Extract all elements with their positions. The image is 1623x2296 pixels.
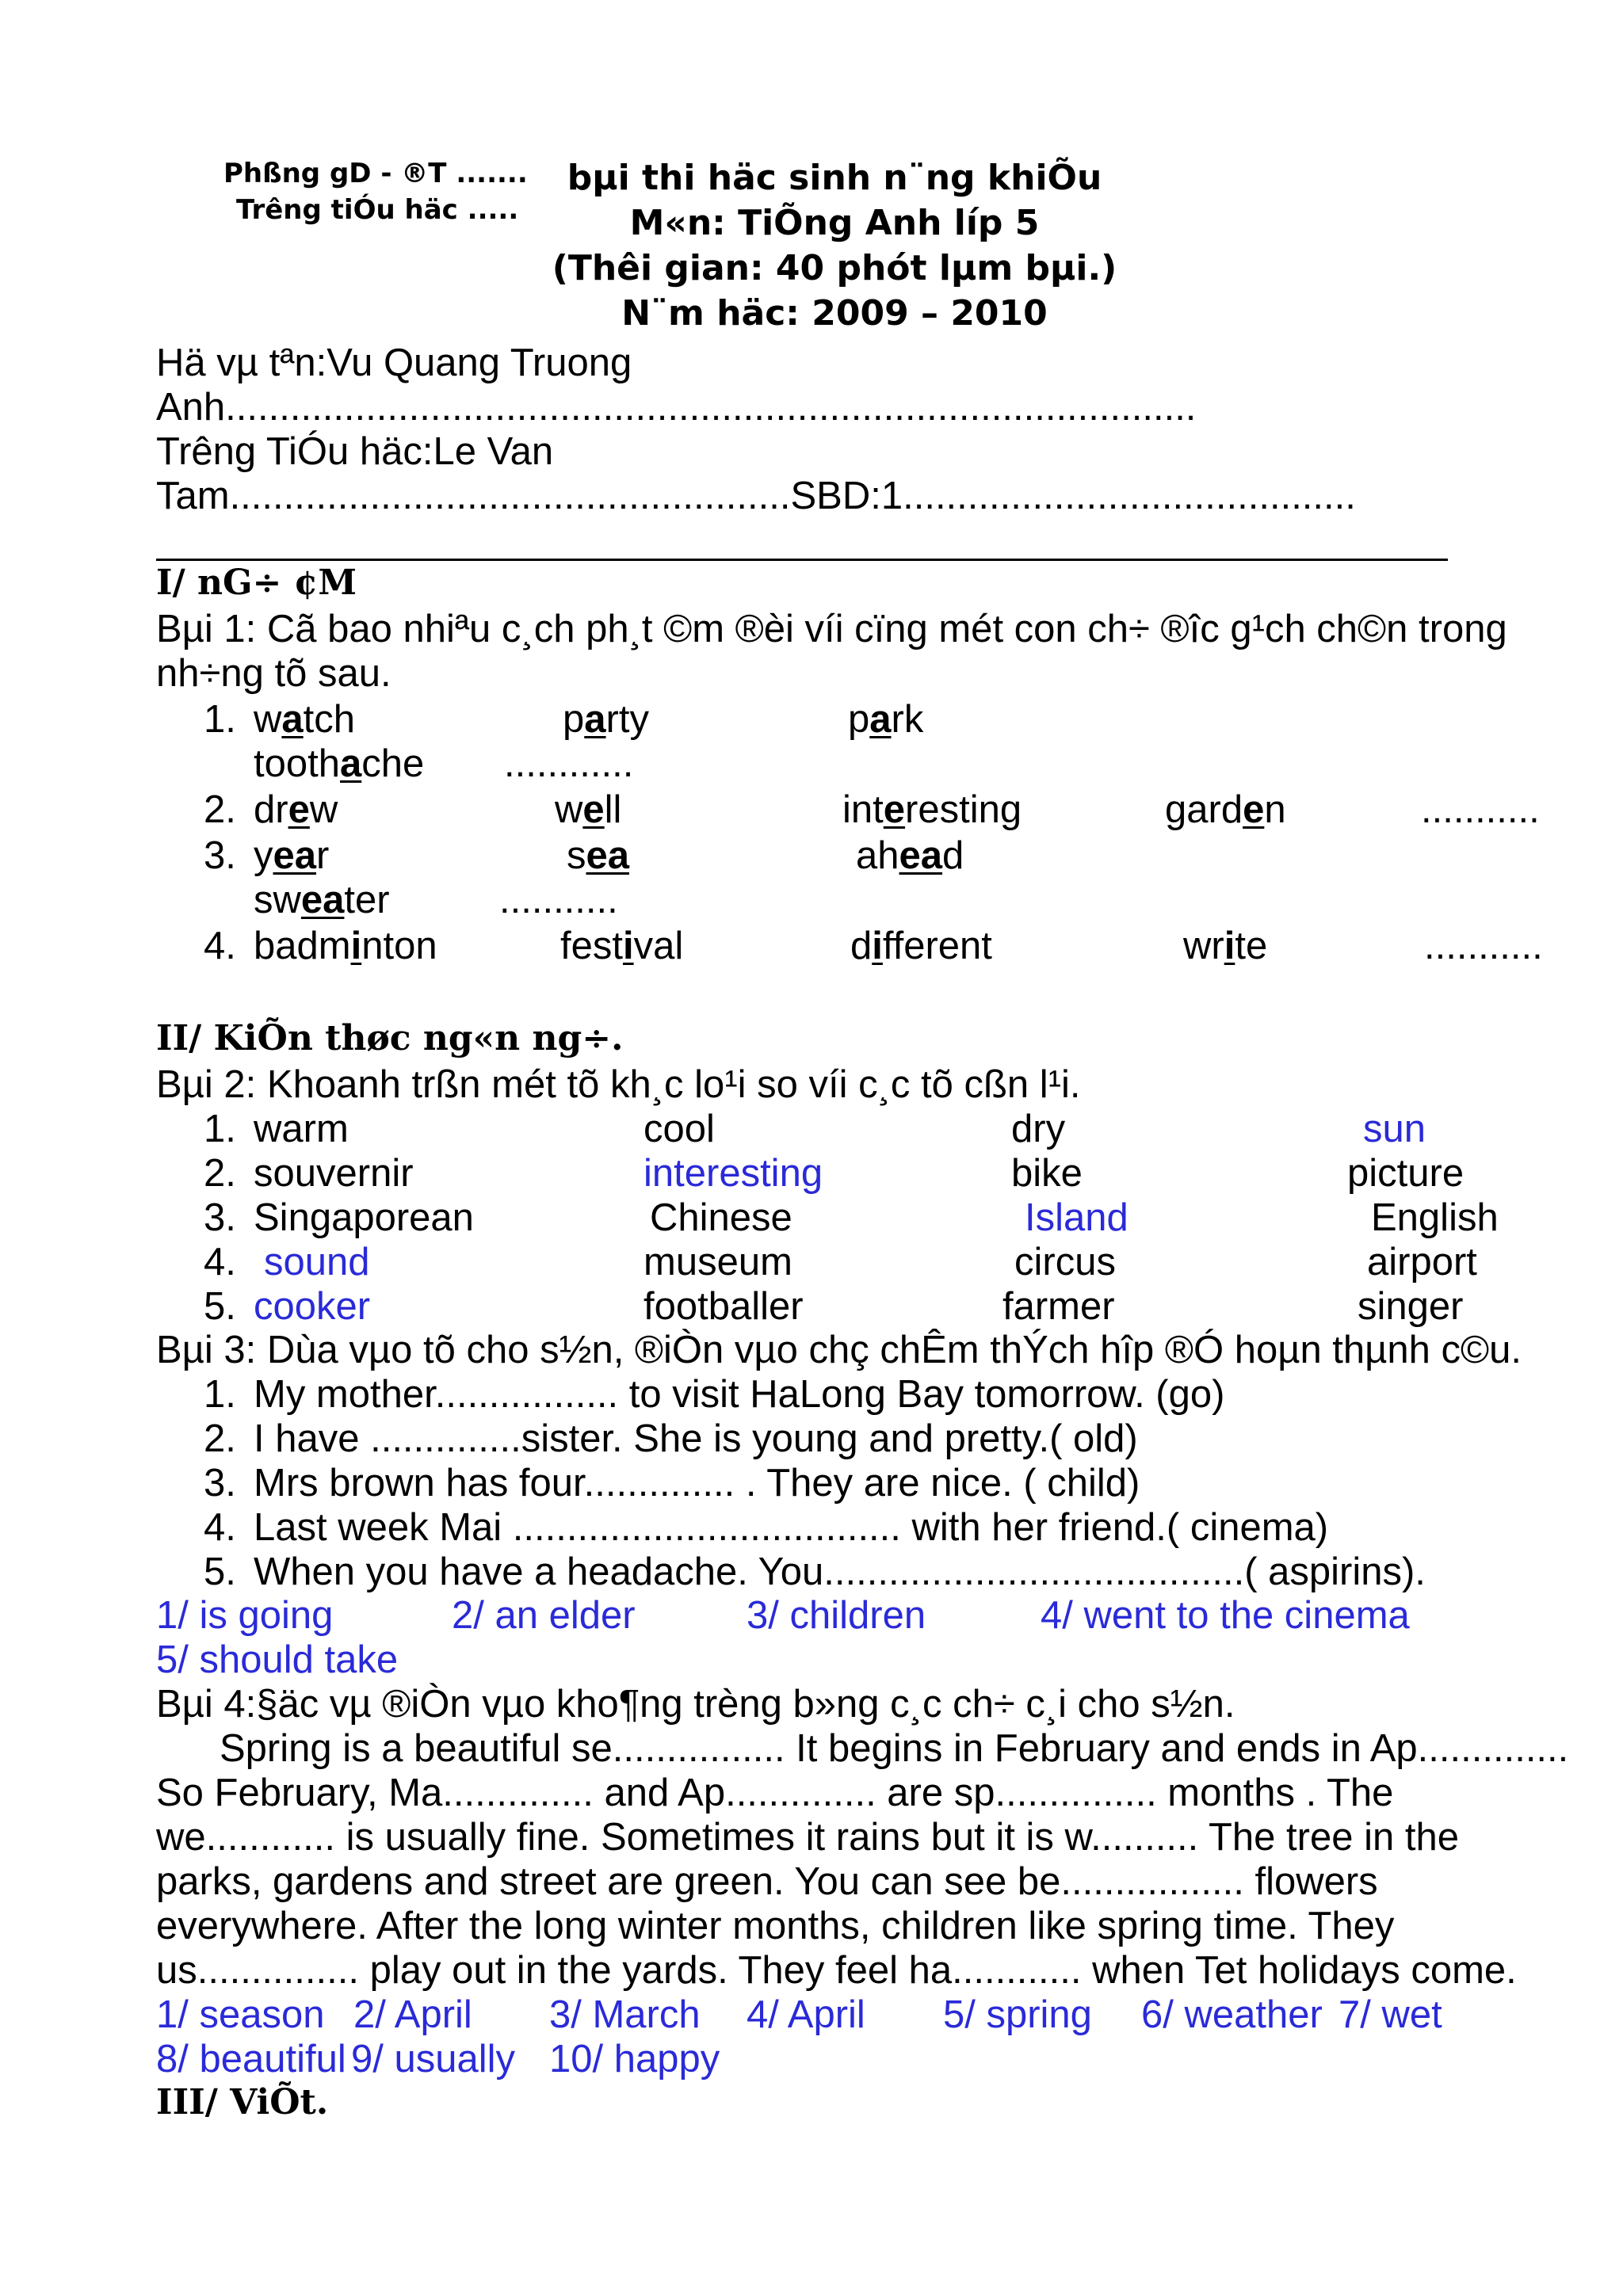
exercise-2-item-number: 4. <box>204 1241 236 1283</box>
underlined-letters: e <box>1243 788 1265 831</box>
underlined-letters: ea <box>899 834 943 877</box>
word-part: rty <box>605 698 649 741</box>
exercise-1-item-number: 1. <box>204 698 236 741</box>
passage-line-2: So February, Ma.............. and Ap.............. are sp............... months . The <box>156 1772 1394 1814</box>
exercise-1-word <box>254 878 390 922</box>
word-part: te <box>1235 925 1268 967</box>
exercise-1-word <box>254 742 424 786</box>
exercise-2-answer-word: sun <box>1363 1108 1426 1150</box>
subject-title: M«n: TiÕng Anh líp 5 <box>629 203 1040 243</box>
exercise-3-item-number: 3. <box>204 1462 236 1505</box>
word-part: rk <box>891 698 924 741</box>
word-part: ter <box>344 879 390 921</box>
exercise-2-answer-word: sound <box>264 1241 370 1283</box>
exercise-2-word: circus <box>1014 1241 1116 1283</box>
word-part: y <box>254 834 273 877</box>
exercise-3-answer-3: 3/ children <box>747 1594 926 1637</box>
exercise-2-word: dry <box>1011 1108 1066 1150</box>
exercise-2-word: farmer <box>1002 1285 1115 1328</box>
exercise-3-answer-4: 4/ went to the cinema <box>1041 1594 1410 1637</box>
word-part: gard <box>1165 788 1243 831</box>
exercise-1-word <box>1165 788 1286 832</box>
exercise-2-item-number: 1. <box>204 1108 236 1150</box>
section-2-title: II/ KiÕn thøc ng«n ng÷. <box>156 1018 624 1058</box>
exercise-3-answer-5: 5/ should take <box>156 1638 399 1681</box>
exercise-1-answer-blank: ........... <box>1424 925 1543 967</box>
underlined-letters: a <box>869 698 892 741</box>
exercise-1-word <box>254 924 437 968</box>
exercise-2-item-number: 5. <box>204 1285 236 1328</box>
word-part: nton <box>361 925 437 967</box>
exercise-1-word <box>254 697 355 742</box>
exercise-4-answer: 5/ spring <box>943 1993 1092 2036</box>
passage-line-6: us............... play out in the yards. They feel ha............ when Tet holidays come. <box>156 1949 1517 1992</box>
word-part: val <box>633 925 684 967</box>
exercise-3-answer-1: 1/ is going <box>156 1594 334 1637</box>
word-part: p <box>563 698 585 741</box>
underlined-letters: ea <box>273 834 317 877</box>
exercise-2-answer-word: Island <box>1025 1196 1128 1239</box>
exercise-3-sentence: I have ..............sister. She is young and pretty.( old) <box>254 1417 1138 1460</box>
word-part: w <box>309 788 338 831</box>
word-part: int <box>842 788 884 831</box>
word-part: sw <box>254 879 301 921</box>
exercise-4-answer: 2/ April <box>353 1993 472 2036</box>
exercise-1-word <box>563 697 649 742</box>
word-part: badm <box>254 925 351 967</box>
exercise-1-word <box>254 833 329 878</box>
exercise-2-word: cool <box>643 1108 715 1150</box>
exercise-2-word: picture <box>1347 1152 1465 1195</box>
section-1-title: I/ nG÷ ¢M <box>156 563 357 603</box>
word-part: w <box>555 788 583 831</box>
exercise-1-intro: Bµi 1: Cã bao nhiªu c¸ch ph¸t ©m ®èi víi cïng mét con ch÷ ®îc g¹ch ch©n trong <box>156 608 1507 650</box>
exercise-3-item-number: 2. <box>204 1417 236 1460</box>
exercise-3-sentence: Mrs brown has four.............. . They are nice. ( child) <box>254 1462 1140 1505</box>
exercise-4-answer: 9/ usually <box>351 2038 516 2081</box>
underlined-letters: ea <box>300 879 345 921</box>
exercise-4-answer: 4/ April <box>747 1993 865 2036</box>
student-name-line: Hä vµ tªn:Vu Quang Truong <box>156 341 632 384</box>
word-part: wr <box>1183 925 1224 967</box>
passage-line-1: Spring is a beautiful se................ It begins in February and ends in Ap.............. <box>220 1727 1569 1770</box>
school-year: N¨m häc: 2009 – 2010 <box>621 293 1048 334</box>
underlined-letters: i <box>622 925 634 967</box>
time-limit: (Thêi gian: 40 phót lµm bµi.) <box>552 248 1117 288</box>
exercise-2-answer-word: cooker <box>254 1285 371 1328</box>
word-part: ll <box>604 788 622 831</box>
exercise-3-intro: Bµi 3: Dùa vµo tõ cho s½n, ®iÒn vµo chç chÊm thÝch hîp ®Ó hoµn thµnh c©u. <box>156 1329 1522 1371</box>
office-label: Phßng gD - ®T ....... <box>223 158 528 189</box>
exercise-4-answer: 1/ season <box>156 1993 325 2036</box>
exercise-1-answer-blank: ........... <box>499 879 618 921</box>
exercise-2-word: bike <box>1011 1152 1083 1195</box>
exercise-2-word: footballer <box>643 1285 804 1328</box>
word-part: tooth <box>254 742 340 785</box>
passage-line-5: everywhere. After the long winter months, children like spring time. They <box>156 1905 1395 1947</box>
underlined-letters: i <box>872 925 883 967</box>
exercise-1-word <box>856 833 964 878</box>
word-part: w <box>254 698 282 741</box>
exercise-2-answer-word: interesting <box>643 1152 823 1195</box>
exercise-4-answer: 10/ happy <box>549 2038 720 2081</box>
exercise-1-word <box>1183 924 1267 968</box>
exercise-1-word <box>555 788 621 832</box>
word-part: tch <box>303 698 356 741</box>
exercise-1-word <box>254 788 338 832</box>
exercise-1-word <box>850 924 992 968</box>
exercise-1-answer-blank: ............ <box>504 742 634 785</box>
exercise-3-sentence: My mother................. to visit HaLong Bay tomorrow. (go) <box>254 1373 1225 1416</box>
exercise-3-answer-2: 2/ an elder <box>452 1594 636 1637</box>
word-part: resting <box>905 788 1022 831</box>
exercise-4-answer: 3/ March <box>549 1993 701 2036</box>
exercise-1-word <box>567 833 629 878</box>
exercise-2-word: singer <box>1358 1285 1464 1328</box>
underlined-letters: a <box>584 698 606 741</box>
underlined-letters: e <box>883 788 906 831</box>
passage-line-3: we............ is usually fine. Sometimes it rains but it is w.......... The tree in the <box>156 1816 1459 1859</box>
exercise-2-word: Singaporean <box>254 1196 474 1239</box>
section-3-title: III/ ViÕt. <box>156 2082 329 2122</box>
word-part: dr <box>254 788 288 831</box>
exercise-1-word <box>842 788 1022 832</box>
exercise-2-word: museum <box>643 1241 792 1283</box>
exercise-1-item-number: 2. <box>204 788 236 831</box>
exercise-4-intro: Bµi 4:§äc vµ ®iÒn vµo kho¶ng trèng b»ng c¸c ch÷ c¸i cho s½n. <box>156 1683 1235 1726</box>
word-part: d <box>850 925 873 967</box>
word-part: p <box>848 698 870 741</box>
word-part: fferent <box>882 925 992 967</box>
exercise-4-answer: 7/ wet <box>1338 1993 1442 2036</box>
exercise-2-word: warm <box>254 1108 349 1150</box>
exercise-3-sentence: When you have a headache. You.......................................( aspirins). <box>254 1550 1426 1593</box>
underlined-letters: e <box>288 788 310 831</box>
exercise-4-answer: 8/ beautiful <box>156 2038 346 2081</box>
exercise-1-item-number: 3. <box>204 834 236 877</box>
exercise-1-word <box>848 697 923 742</box>
exercise-2-word: Chinese <box>650 1196 792 1239</box>
exercise-4-answer: 6/ weather <box>1141 1993 1323 2036</box>
word-part: fest <box>560 925 623 967</box>
exercise-2-word: English <box>1371 1196 1499 1239</box>
exercise-1-answer-blank: ........... <box>1421 788 1540 831</box>
underlined-letters: a <box>281 698 304 741</box>
word-part: r <box>316 834 330 877</box>
underlined-letters: a <box>339 742 362 785</box>
exercise-3-item-number: 4. <box>204 1506 236 1549</box>
word-part: n <box>1264 788 1286 831</box>
student-school-cont: Tam....................................................SBD:1.......................................... <box>156 475 1356 517</box>
exercise-3-item-number: 5. <box>204 1550 236 1593</box>
student-name-cont: Anh.......................................................................................... <box>156 386 1197 429</box>
exercise-2-word: airport <box>1367 1241 1477 1283</box>
underlined-letters: i <box>1224 925 1235 967</box>
underlined-letters: e <box>582 788 605 831</box>
word-part: d <box>942 834 964 877</box>
underlined-letters: i <box>350 925 362 967</box>
exercise-3-item-number: 1. <box>204 1373 236 1416</box>
word-part: che <box>361 742 425 785</box>
underlined-letters: ea <box>586 834 630 877</box>
exercise-1-item-number: 4. <box>204 925 236 967</box>
exam-title: bµi thi häc sinh n¨ng khiÕu <box>567 158 1102 198</box>
exercise-1-word <box>560 924 683 968</box>
exercise-3-sentence: Last week Mai .................................... with her friend.( cinema) <box>254 1506 1329 1549</box>
exercise-2-item-number: 3. <box>204 1196 236 1239</box>
word-part: ah <box>856 834 899 877</box>
exercise-1-intro-cont: nh÷ng tõ sau. <box>156 652 391 695</box>
exercise-2-word: souvernir <box>254 1152 414 1195</box>
word-part: s <box>567 834 586 877</box>
passage-line-4: parks, gardens and street are green. You can see be................. flowers <box>156 1860 1378 1903</box>
exercise-2-intro: Bµi 2: Khoanh trßn mét tõ kh¸c lo¹i so víi c¸c tõ cßn l¹i. <box>156 1063 1081 1106</box>
exercise-2-item-number: 2. <box>204 1152 236 1195</box>
student-school-line: Trêng TiÓu häc:Le Van <box>156 430 554 473</box>
school-label: Trêng tiÓu häc ..... <box>236 194 519 226</box>
